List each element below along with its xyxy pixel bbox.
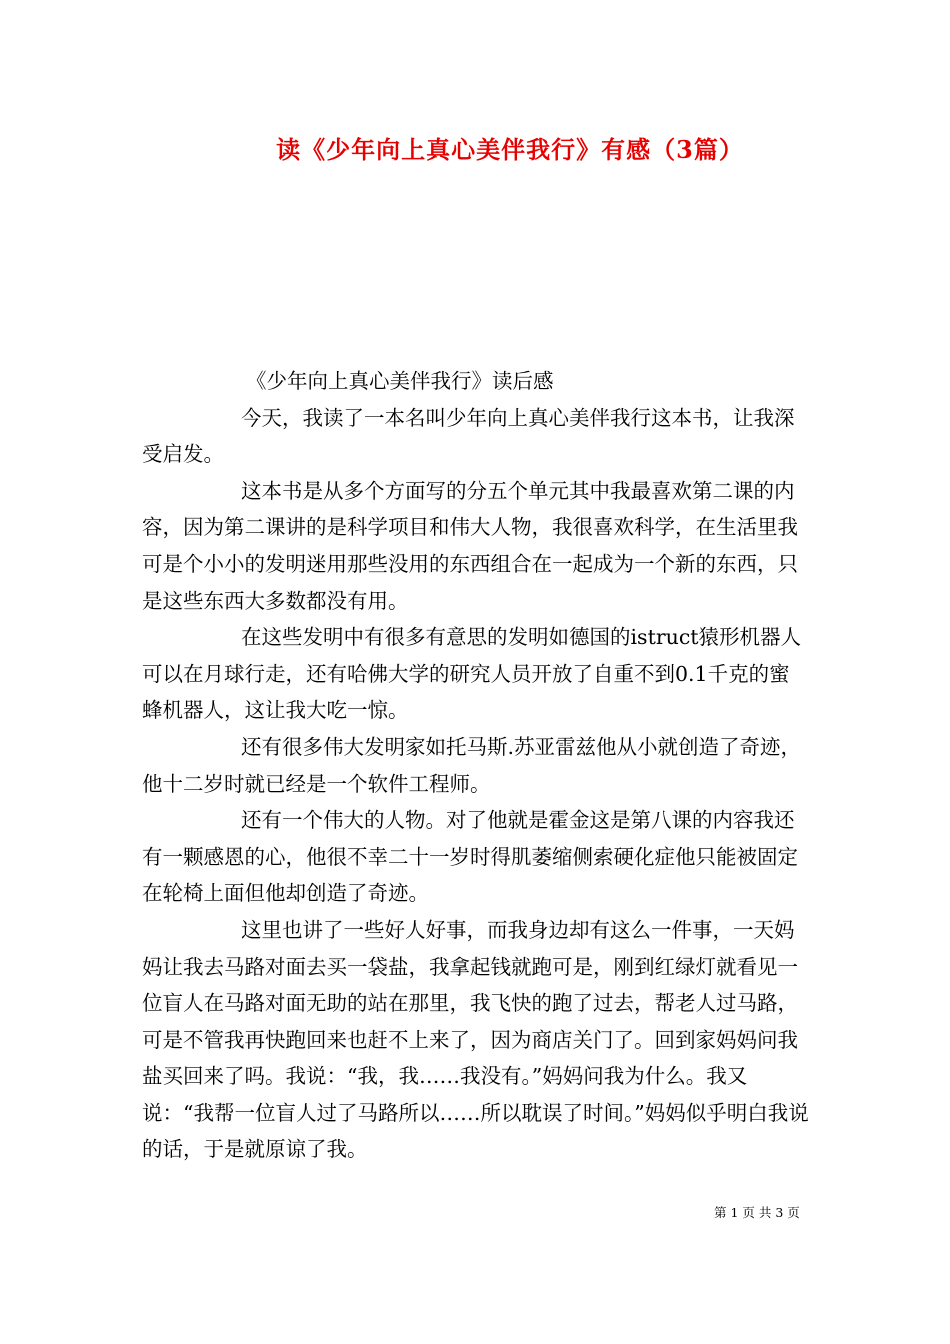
section-subtitle: 《少年向上真心美伴我行》读后感 <box>246 369 554 393</box>
paragraph: 这本书是从多个方面写的分五个单元其中我最喜欢第二课的内容，因为第二课讲的是科学项目和伟大人物，我很喜欢科学，在生活里我可是个小小的发明迷用那些没用的东西组合在一起成为一个新的东西，只是这些东西大多数都没有用。 <box>142 478 798 613</box>
paragraph: 这里也讲了一些好人好事，而我身边却有这么一件事，一天妈妈让我去马路对面去买一袋盐，我拿起钱就跑可是，刚到红绿灯就看见一位盲人在马路对面无助的站在那里，我飞快的跑了过去，帮老人过马路，可是不管我再快跑回来也赶不上来了，因为商店关门了。回到家妈妈问我盐买回来了吗。我说：“我，我……我没有。”妈妈问我为什么。我又说：“我帮一位盲人过了马路所以……所以耽误了时间。”妈妈似乎明白我说的话，于是就原谅了我。 <box>142 917 809 1162</box>
page-number-footer: 第 1 页 共 3 页 <box>714 1205 800 1220</box>
document-title <box>0 130 950 165</box>
document-title-text: 读《少年向上真心美伴我行》有感（3篇） <box>276 135 744 164</box>
paragraph: 在这些发明中有很多有意思的发明如德国的istruct猿形机器人可以在月球行走，还有哈佛大学的研究人员开放了自重不到0.1千克的蜜蜂机器人，这让我大吃一惊。 <box>142 625 802 723</box>
paragraph: 今天，我读了一本名叫少年向上真心美伴我行这本书，让我深受启发。 <box>142 405 795 467</box>
paragraph: 还有很多伟大发明家如托马斯.苏亚雷兹他从小就创造了奇迹，他十二岁时就已经是一个软件工程师。 <box>142 734 802 796</box>
paragraph: 还有一个伟大的人物。对了他就是霍金这是第八课的内容我还有一颗感恩的心，他很不幸二十一岁时得肌萎缩侧索硬化症他只能被固定在轮椅上面但他却创造了奇迹。 <box>142 808 798 906</box>
document-body <box>142 363 810 1168</box>
